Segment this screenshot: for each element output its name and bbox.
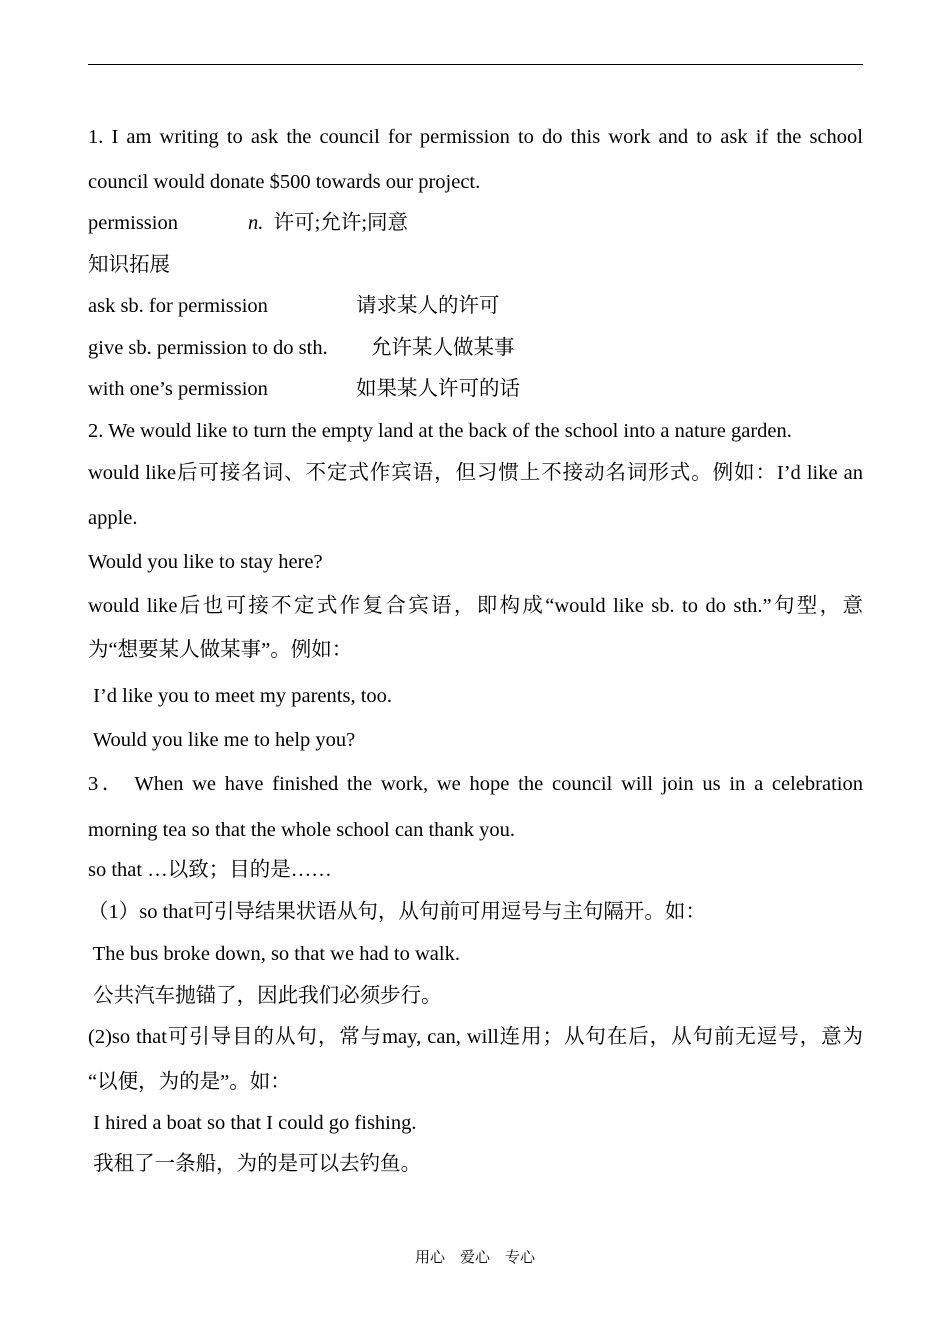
point-2-line-2: “以便，为的是”。如： [88,1071,291,1093]
phrase-en: ask sb. for permission [88,295,268,317]
phrase-zh: 如果某人许可的话 [356,378,520,400]
point-1-example-en: The bus broke down, so that we had to walk. [88,943,460,965]
point-1: （1）so that可引导结果状语从句，从句前可用逗号与主句隔开。如： [88,901,706,923]
note-1-line-2: apple. [88,507,138,529]
sentence-3-line-2: morning tea so that the whole school can thank you. [88,819,515,841]
header-rule [88,64,863,65]
point-2-example-en: I hired a boat so that I could go fishing. [88,1112,417,1134]
example-2: I’d like you to meet my parents, too. [88,685,393,707]
so-that-phrase: so that …以致；目的是…… [88,859,332,881]
example-3: Would you like me to help you? [88,729,356,751]
sentence-1-line-1: 1. I am writing to ask the council for permission to do this work and to ask if the school [88,126,863,148]
point-2-example-zh: 我租了一条船，为的是可以去钓鱼。 [88,1153,422,1175]
point-2-line-1: (2)so that可引导目的从句，常与may, can, will连用；从句在后，从句前无逗号，意为 [88,1026,863,1048]
note-2-line-1: would like后也可接不定式作复合宾语，即构成“would like sb. to do sth.”句型，意 [88,595,863,617]
phrase-zh: 允许某人做某事 [371,337,515,359]
phrase-en: with one’s permission [88,378,268,400]
sentence-1-line-2: council would donate $500 towards our project. [88,171,481,193]
phrase-row [88,294,863,318]
phrase-row [88,377,863,401]
example-1: Would you like to stay here? [88,551,323,573]
extension-heading: 知识拓展 [88,254,170,276]
vocab-word: permission [88,212,178,234]
note-2-line-2: 为“想要某人做某事”。例如： [88,639,353,661]
phrase-en: give sb. permission to do sth. [88,337,328,359]
phrase-zh: 请求某人的许可 [356,295,500,317]
note-1-line-1: would like后可接名词、不定式作宾语，但习惯上不接动名词形式。例如：I’d like an [88,462,863,484]
point-1-example-zh: 公共汽车抛锚了，因此我们必须步行。 [88,985,442,1007]
vocab-pos: n. [248,212,264,234]
sentence-2: 2. We would like to turn the empty land at the back of the school into a nature garden. [88,420,792,442]
phrase-row [88,336,863,360]
page-footer: 用心 爱心 专心 [414,1250,535,1266]
vocab-meaning: 许可;允许;同意 [273,212,409,234]
sentence-3-line-1: 3． When we have finished the work, we hope the council will join us in a celebration [88,773,863,795]
vocab-entry [88,211,863,235]
